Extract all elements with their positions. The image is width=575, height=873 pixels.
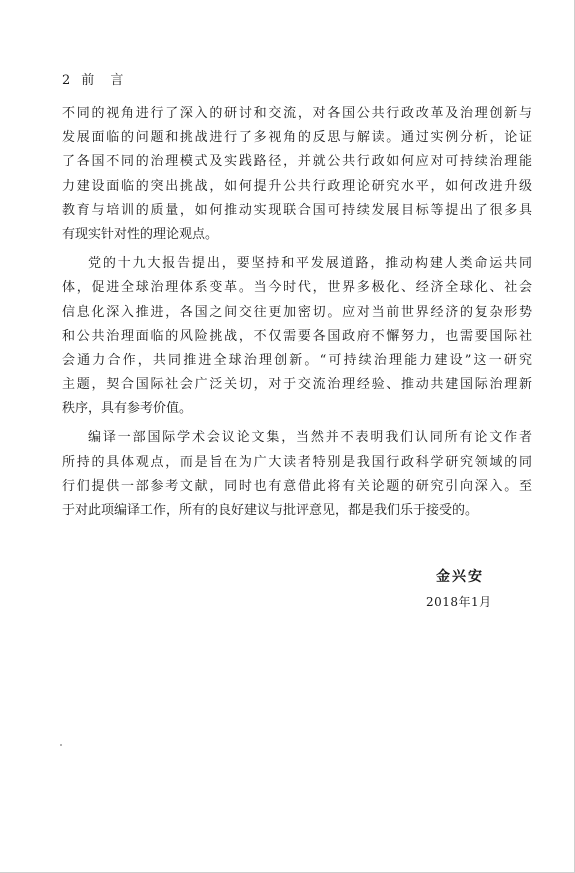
text-line: 所持的具体观点，而是旨在为广大读者特别是我国行政科学研究领域的同 [62,454,532,470]
running-head [62,69,129,88]
text-line: 党的十九大报告提出，要坚持和平发展道路，推动构建人类命运共同 [88,256,532,272]
text-line: 不同的视角进行了深入的研讨和交流，对各国公共行政改革及治理创新与 [62,106,532,121]
signature-date: 2018年1月 [426,595,492,609]
text-line: 力建设面临的突出挑战，如何提升公共行政理论研究水平，如何改进升级 [62,178,532,194]
text-line: 主题，契合国际社会广泛关切，对于交流治理经验、推动共建国际治理新 [62,377,532,393]
text-line: 发展面临的问题和挑战进行了多视角的反思与解读。通过实例分析，论证 [62,130,532,146]
text-line: 教育与培训的质量，如何推动实现联合国可持续发展目标等提出了很多具 [62,202,532,218]
text-line: 于对此项编译工作，所有的良好建议与批评意见，都是我们乐于接受的。 [62,503,479,518]
page-number: 2 [62,73,72,88]
body-text [62,102,532,523]
author-signature: 金兴安 [436,569,484,585]
text-line: 信息化深入推进，各国之间交往更加密切。应对当前世界经济的复杂形势 [62,304,532,320]
text-line: 行们提供一部参考文献，同时也有意借此将有关论题的研究引向深入。至 [62,478,532,494]
paragraph-3 [62,426,532,523]
text-line: 秩序，具有参考价值。 [62,401,193,417]
scan-speck [60,744,62,746]
text-line: 有现实针对性的理论观点。 [62,226,219,242]
text-line: 了各国不同的治理模式及实践路径，并就公共行政如何应对可持续治理能 [62,154,532,170]
section-title: 前 言 [81,73,130,88]
text-line: 和公共治理面临的风险挑战，不仅需要各国政府不懈努力，也需要国际社 [62,328,532,344]
paragraph-2 [62,252,532,421]
text-line: 体，促进全球治理体系变革。当今时代，世界多极化、经济全球化、社会 [62,280,532,296]
paragraph-1 [62,102,532,247]
text-line: 编译一部国际学术会议论文集，当然并不表明我们认同所有论文作者 [88,430,532,446]
text-line: 会通力合作，共同推进全球治理创新。“可持续治理能力建设”这一研究 [62,352,532,368]
